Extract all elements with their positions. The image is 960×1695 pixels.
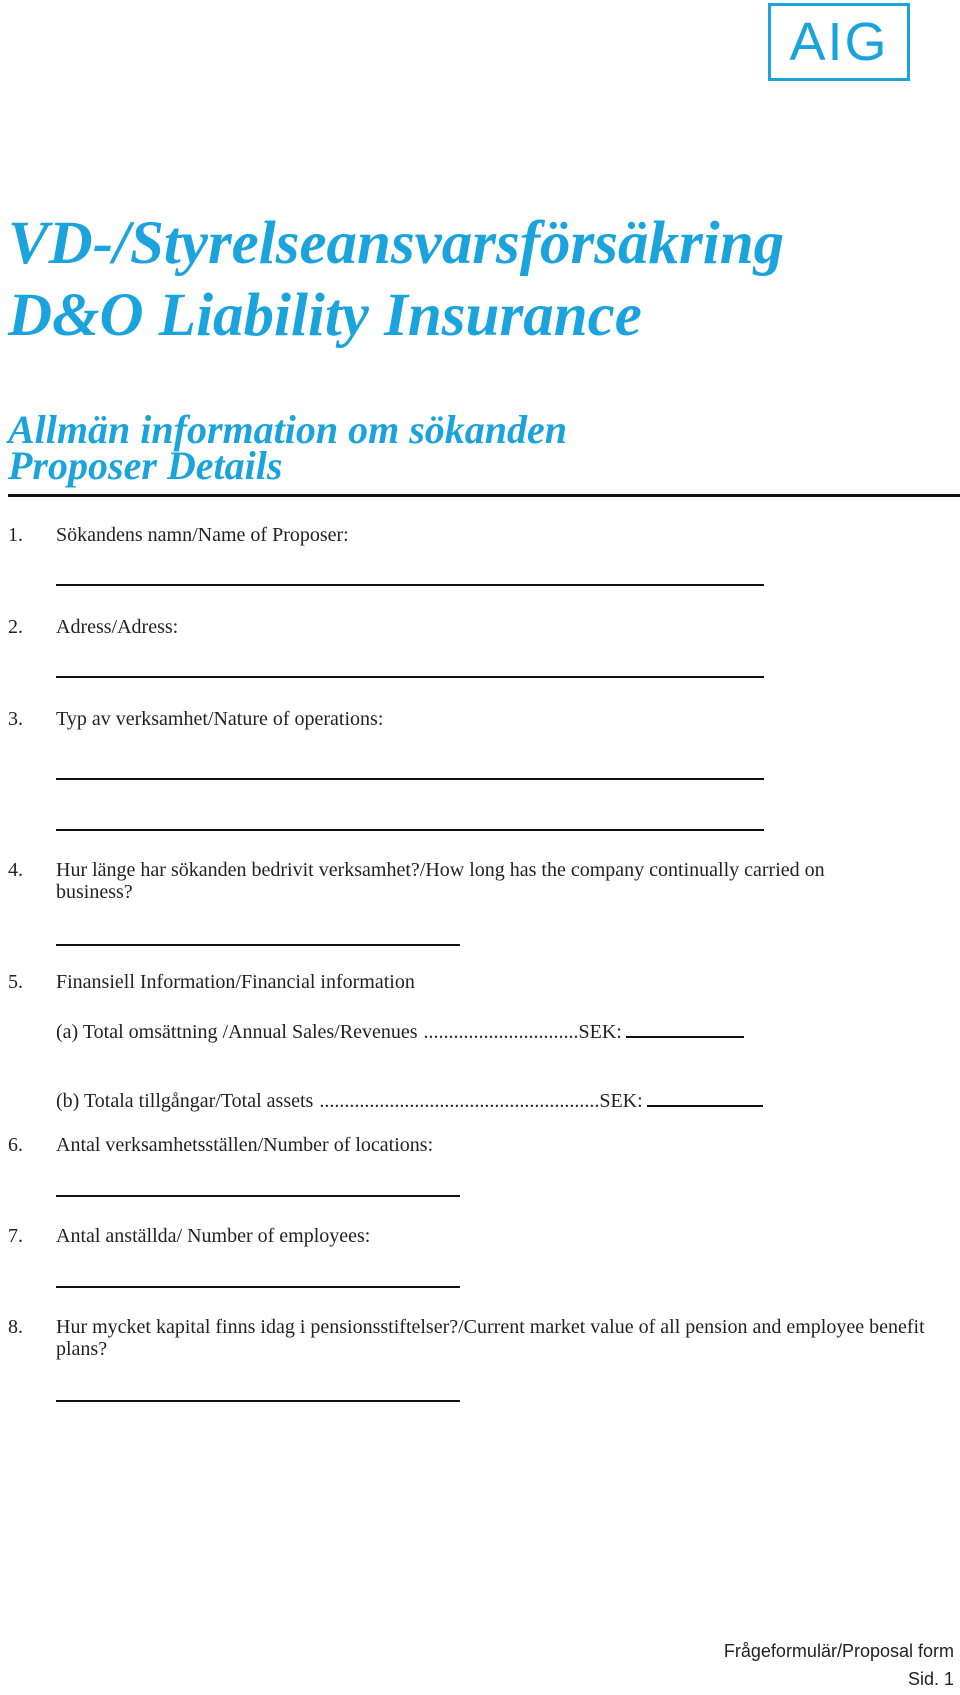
answer-line-4[interactable] [56,944,460,946]
answer-line-8[interactable] [56,1400,460,1402]
financial-item-a [56,1018,744,1043]
document-title [8,208,784,352]
footer-form-name: Frågeformulär/Proposal form [723,1641,954,1661]
question-number: 4. [8,859,23,881]
question-text: Typ av verksamhet/Nature of operations: [56,708,384,730]
question-text: Antal anställda/ Number of employees: [56,1225,371,1247]
footer-page-number: Sid. 1 [907,1669,954,1689]
logo-text: AIG [789,12,889,72]
section-heading-swedish: Allmän information om sökanden [8,407,568,452]
financial-item-b [56,1087,763,1112]
title-english: D&O Liability Insurance [8,282,642,349]
question-text: Finansiell Information/Financial information [56,971,415,993]
question-number: 8. [8,1316,23,1338]
answer-line-6[interactable] [56,1195,460,1197]
sales-label: (a) Total omsättning /Annual Sales/Revenues [56,1021,418,1043]
section-heading-english: Proposer Details [8,443,283,488]
question-text: Adress/Adress: [56,616,179,638]
assets-currency: SEK: [599,1090,643,1112]
answer-line-7[interactable] [56,1286,460,1288]
question-text: Antal verksamhetsställen/Number of locations: [56,1134,434,1156]
assets-dots: ........................................................ [319,1090,600,1112]
question-number: 5. [8,971,23,993]
sales-currency: SEK: [578,1021,622,1043]
question-number: 6. [8,1134,23,1156]
assets-input-line[interactable] [647,1087,763,1107]
question-number: 2. [8,616,23,638]
sales-dots: ............................... [423,1021,579,1043]
question-text: Hur mycket kapital finns idag i pensionsstiftelser?/Current market value of all pension and employee benefit plans? [56,1316,925,1360]
sales-input-line[interactable] [626,1018,744,1038]
question-number: 3. [8,708,23,730]
question-number: 1. [8,524,23,546]
assets-label: (b) Totala tillgångar/Total assets [56,1090,314,1112]
question-text: Sökandens namn/Name of Proposer: [56,524,349,546]
answer-line-1[interactable] [56,584,764,586]
answer-line-2[interactable] [56,676,764,678]
answer-line-3b[interactable] [56,829,764,831]
section-divider [8,494,960,497]
question-text: Hur länge har sökanden bedrivit verksamhet?/How long has the company continually carried on business? [56,859,825,903]
section-heading [8,407,568,488]
title-swedish: VD-/Styrelseansvarsförsäkring [8,210,785,277]
question-number: 7. [8,1225,23,1247]
aig-logo [768,3,910,81]
answer-line-3a[interactable] [56,778,764,780]
